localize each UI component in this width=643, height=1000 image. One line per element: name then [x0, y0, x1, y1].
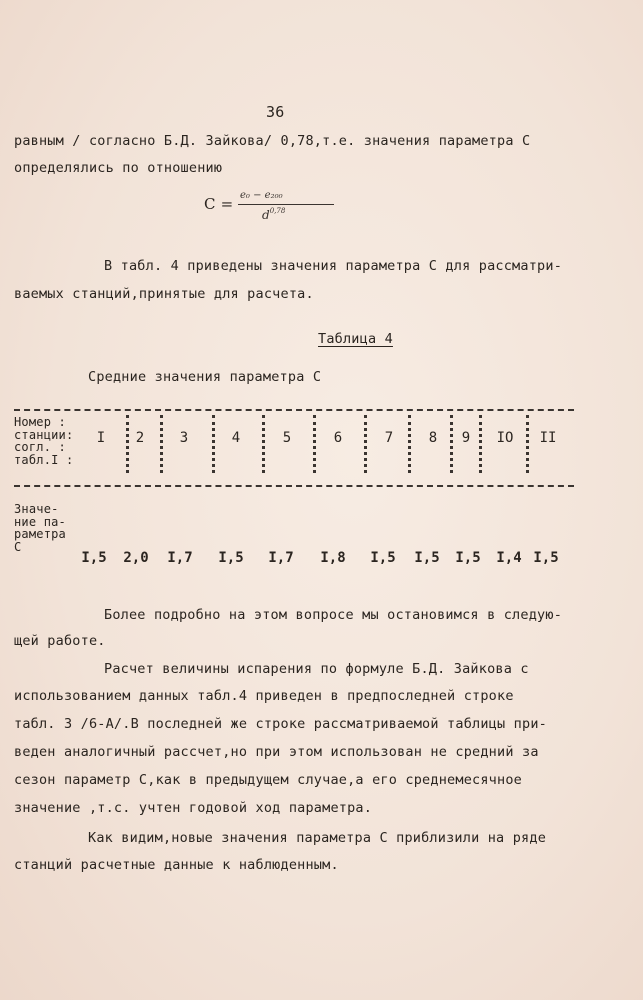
header-label-line: табл.I : — [14, 452, 74, 467]
paragraph5-line1: Как видим,новые значения параметра С приблизили на ряде — [88, 830, 547, 846]
paragraph2-line1: В табл. 4 приведены значения параметра С для рассматри- — [104, 258, 563, 274]
formula-denominator-base: d — [262, 208, 270, 222]
parameter-value: I,5 — [81, 550, 107, 566]
station-number: I — [96, 430, 106, 446]
formula-lhs: C = — [204, 195, 234, 213]
station-number: II — [539, 430, 557, 446]
paragraph4-line2: использованием данных табл.4 приведен в предпоследней строке — [14, 688, 514, 704]
paragraph4-line1: Расчет величины испарения по формуле Б.Д. Зайкова с — [104, 661, 529, 677]
value-label-line: Значе- — [14, 502, 59, 516]
parameter-value: I,5 — [455, 550, 481, 566]
header-label-line: Номер : — [14, 415, 66, 429]
fraction-bar — [238, 204, 334, 205]
parameter-value: I,7 — [167, 550, 193, 566]
parameter-value: I,4 — [496, 550, 522, 566]
formula-denominator-exp: 0,78 — [269, 207, 286, 215]
column-separator — [212, 415, 215, 473]
column-separator — [160, 415, 163, 473]
station-number: 5 — [282, 430, 292, 446]
header-label-line: станции: — [14, 427, 74, 442]
paragraph5-line2: станций расчетные данные к наблюденным. — [14, 857, 339, 873]
parameter-value: I,5 — [370, 550, 396, 566]
paragraph1-line1: равным / согласно Б.Д. Зайкова/ 0,78,т.е. значения параметра С — [14, 133, 531, 149]
header-label — [14, 416, 73, 466]
value-label-line: ние па- — [14, 514, 66, 529]
station-number: IO — [496, 430, 514, 446]
paragraph4-line3: табл. 3 /6-А/.В последней же строке рассматриваемой таблицы при- — [14, 716, 547, 732]
value-label — [14, 503, 66, 553]
station-number: 8 — [428, 430, 438, 446]
header-label-line: согл. : — [14, 440, 66, 454]
table-title: Таблица 4 — [318, 331, 393, 347]
station-number: 6 — [333, 430, 343, 446]
station-number: 3 — [179, 430, 189, 446]
column-separator — [364, 415, 367, 473]
value-label-line: раметра — [14, 527, 66, 541]
table-header-rule — [14, 485, 574, 487]
page-number: 36 — [266, 103, 285, 121]
value-label-line: С — [14, 539, 22, 554]
paragraph3-line1: Более подробно на этом вопросе мы остановимся в следую- — [104, 607, 563, 623]
parameter-value: I,7 — [268, 550, 294, 566]
parameter-value: I,8 — [320, 550, 346, 566]
paragraph3-line2: щей работе. — [14, 633, 106, 649]
station-number: 7 — [384, 430, 394, 446]
paragraph4-line4: веден аналогичный рассчет,но при этом использован не средний за — [14, 744, 539, 760]
paragraph2-line2: ваемых станций,принятые для расчета. — [14, 286, 314, 302]
paragraph1-line2: определялись по отношению — [14, 160, 223, 176]
column-separator — [313, 415, 316, 473]
table-subtitle: Средние значения параметра С — [88, 369, 322, 385]
formula-numerator: e₀ − e₂₀₀ — [240, 190, 283, 201]
column-separator — [262, 415, 265, 473]
parameter-value: 2,0 — [123, 550, 149, 566]
formula-denominator — [262, 207, 285, 222]
paragraph4-line5: сезон параметр С,как в предыдущем случае,а его среднемесячное — [14, 772, 522, 788]
table-top-rule — [14, 409, 574, 411]
parameter-value: I,5 — [414, 550, 440, 566]
paragraph4-line6: значение ,т.с. учтен годовой ход параметра. — [14, 800, 373, 816]
parameter-value: I,5 — [218, 550, 244, 566]
station-number: 9 — [461, 430, 471, 446]
parameter-value: I,5 — [533, 550, 559, 566]
station-number: 4 — [231, 430, 241, 446]
station-number: 2 — [135, 430, 145, 446]
